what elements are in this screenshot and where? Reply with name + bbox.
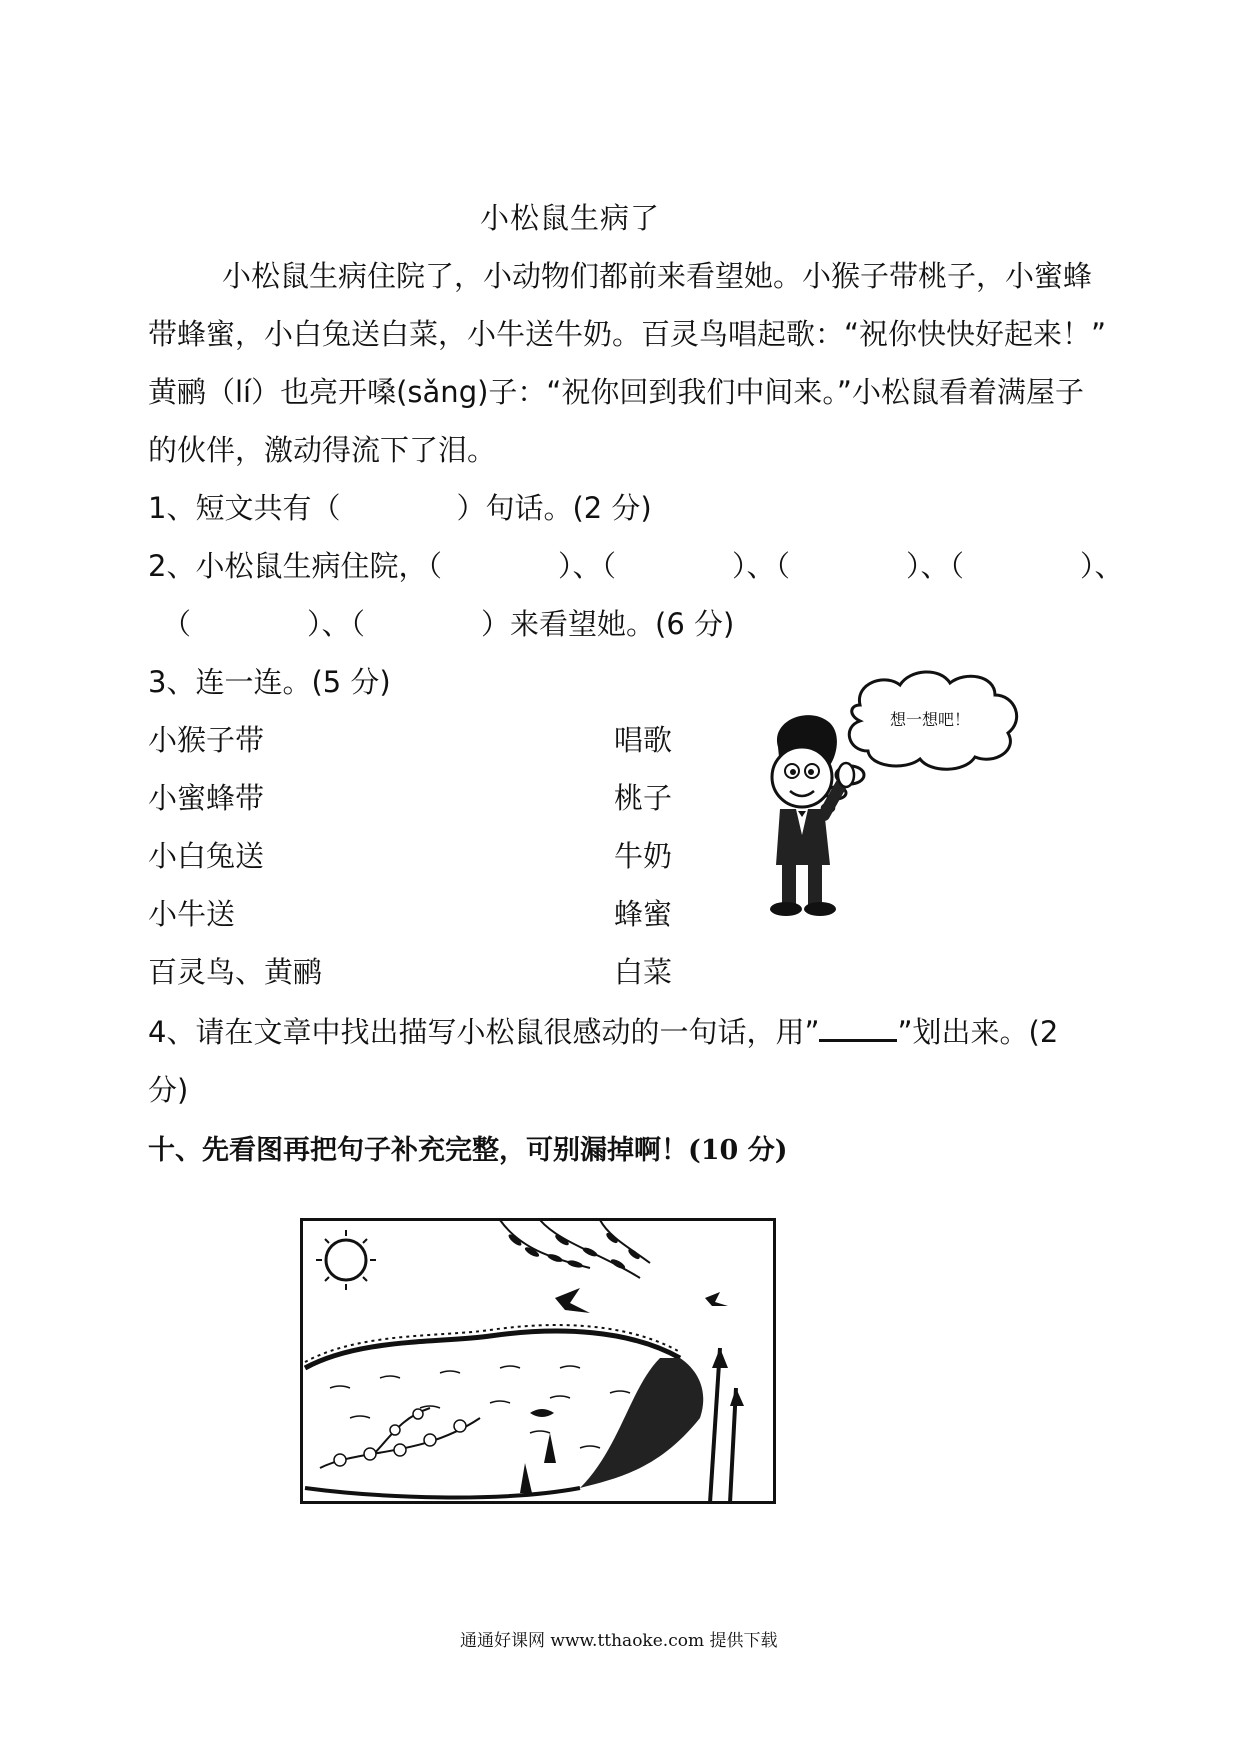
passage-line-2: 带蜂蜜，小白兔送白菜，小牛送牛奶。百灵鸟唱起歌：“祝你快快好起来！”	[148, 317, 1107, 351]
match-left-item: 百灵鸟、黄鹂	[148, 955, 323, 989]
question-2-line-2: （ ）、（ ）来看望她。(6 分)	[162, 607, 735, 641]
question-3: 3、连一连。(5 分)	[148, 665, 391, 699]
underline-mark	[819, 1013, 897, 1042]
match-right-item: 蜂蜜	[614, 897, 673, 931]
match-left-item: 小猴子带	[148, 723, 265, 757]
match-right-item: 唱歌	[614, 723, 673, 757]
question-1: 1、短文共有（ ）句话。(2 分)	[148, 491, 652, 525]
match-left-item: 小蜜蜂带	[148, 781, 265, 815]
passage-title: 小松鼠生病了	[480, 201, 661, 235]
question-4-line-1	[148, 1010, 1058, 1051]
question-2-line-1: 2、小松鼠生病住院，（ ）、（ ）、（ ）、（ ）、	[148, 549, 1124, 583]
thinking-boy-illustration	[750, 665, 1070, 929]
section-ten-heading: 十、先看图再把句子补充完整，可别漏掉啊！(10 分)	[148, 1135, 788, 1166]
passage-line-4: 的伙伴，激动得流下了泪。	[148, 433, 497, 467]
match-left-item: 小牛送	[148, 897, 236, 931]
thought-bubble-text: 想一想吧！	[890, 710, 971, 729]
passage-line-3: 黄鹂（lí）也亮开嗓(sǎng)子：“祝你回到我们中间来。”小松鼠看着满屋子	[148, 375, 1084, 409]
match-left-item: 小白兔送	[148, 839, 265, 873]
question-4-line-2: 分)	[148, 1073, 189, 1107]
question-4-text-end: ”划出来。(2	[897, 1015, 1059, 1049]
question-4-text-start: 4、请在文章中找出描写小松鼠很感动的一句话，用”	[148, 1015, 820, 1049]
footer-source: 通通好课网 www.tthaoke.com 提供下载	[460, 1631, 778, 1651]
passage-line-1: 小松鼠生病住院了，小动物们都前来看望她。小猴子带桃子，小蜜蜂	[222, 259, 1093, 293]
pond-scene-illustration	[300, 1218, 776, 1508]
match-right-item: 桃子	[614, 781, 673, 815]
match-right-item: 牛奶	[614, 839, 673, 873]
match-right-item: 白菜	[614, 955, 673, 989]
